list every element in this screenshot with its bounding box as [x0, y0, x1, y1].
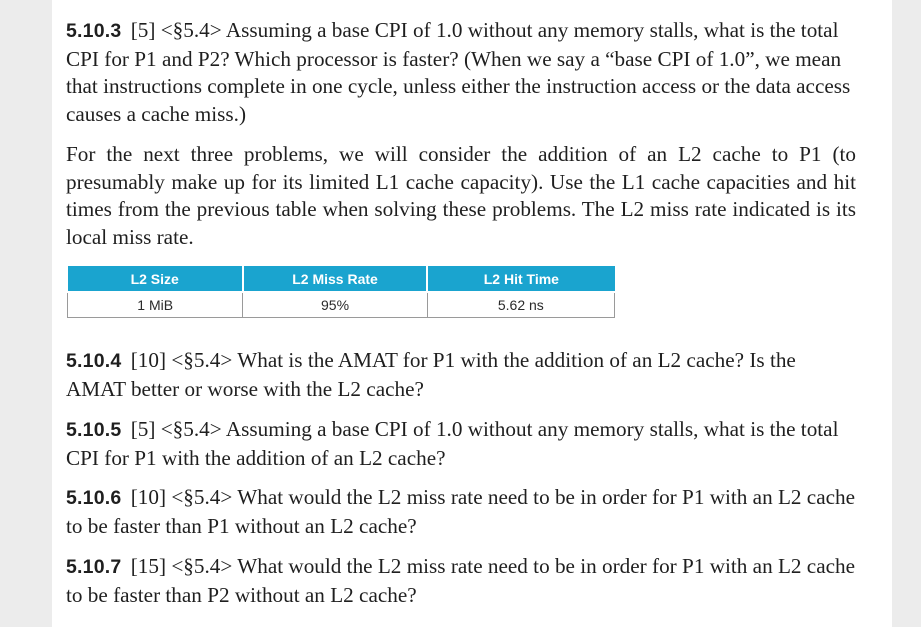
table-row	[68, 292, 615, 318]
exercise-text: Assuming a base CPI of 1.0 without any memory stalls, what is the total CPI for P1 and P2? Which processor is faster? (When we say a “base CPI of 1.0”, we mean that instructions complete in one cycle, unless either the instruction access or the data access causes a cache miss.)	[66, 18, 851, 126]
l2-cache-table	[67, 266, 615, 318]
exercise-5-10-5	[66, 416, 856, 472]
textbook-page	[52, 0, 892, 627]
exercise-text: What would the L2 miss rate need to be in order for P1 with an L2 cache to be faster than P2 without an L2 cache?	[66, 554, 856, 607]
header-l2-size: L2 Size	[68, 266, 243, 292]
exercise-section-ref: <§5.4>	[171, 485, 233, 509]
exercise-number: 5.10.4	[66, 350, 122, 372]
exercise-points: [5]	[130, 417, 156, 441]
exercise-section-ref: <§5.4>	[160, 417, 222, 441]
exercise-text: What would the L2 miss rate need to be in order for P1 with an L2 cache to be faster than P1 without an L2 cache?	[66, 485, 856, 538]
exercise-points: [10]	[130, 485, 167, 509]
exercise-5-10-4	[66, 347, 856, 403]
header-l2-hit-time: L2 Hit Time	[427, 266, 614, 292]
exercise-points: [5]	[130, 18, 156, 42]
exercise-text: Assuming a base CPI of 1.0 without any memory stalls, what is the total CPI for P1 with the addition of an L2 cache?	[66, 417, 839, 470]
exercise-section-ref: <§5.4>	[160, 18, 222, 42]
table-header-row	[68, 266, 615, 292]
cell-l2-hit-time: 5.62 ns	[427, 292, 614, 318]
exercise-number: 5.10.3	[66, 20, 122, 42]
exercise-number: 5.10.5	[66, 419, 122, 441]
exercise-number: 5.10.7	[66, 556, 122, 578]
exercise-section-ref: <§5.4>	[171, 348, 233, 372]
exercise-points: [15]	[130, 554, 167, 578]
cell-l2-size: 1 MiB	[68, 292, 243, 318]
exercise-text: What is the AMAT for P1 with the addition of an L2 cache? Is the AMAT better or worse with the L2 cache?	[66, 348, 796, 401]
exercise-5-10-7	[66, 553, 856, 609]
exercise-points: [10]	[130, 348, 167, 372]
exercise-number: 5.10.6	[66, 487, 122, 509]
exercise-section-ref: <§5.4>	[171, 554, 233, 578]
cell-l2-miss-rate: 95%	[243, 292, 427, 318]
header-l2-miss-rate: L2 Miss Rate	[243, 266, 427, 292]
intro-paragraph: For the next three problems, we will consider the addition of an L2 cache to P1 (to presumably make up for its limited L1 cache capacity). Use the L1 cache capacities and hit times from the previous table when solving these problems. The L2 miss rate indicated is its local miss rate.	[66, 142, 856, 249]
exercise-5-10-3	[66, 17, 856, 128]
exercise-5-10-6	[66, 484, 856, 540]
